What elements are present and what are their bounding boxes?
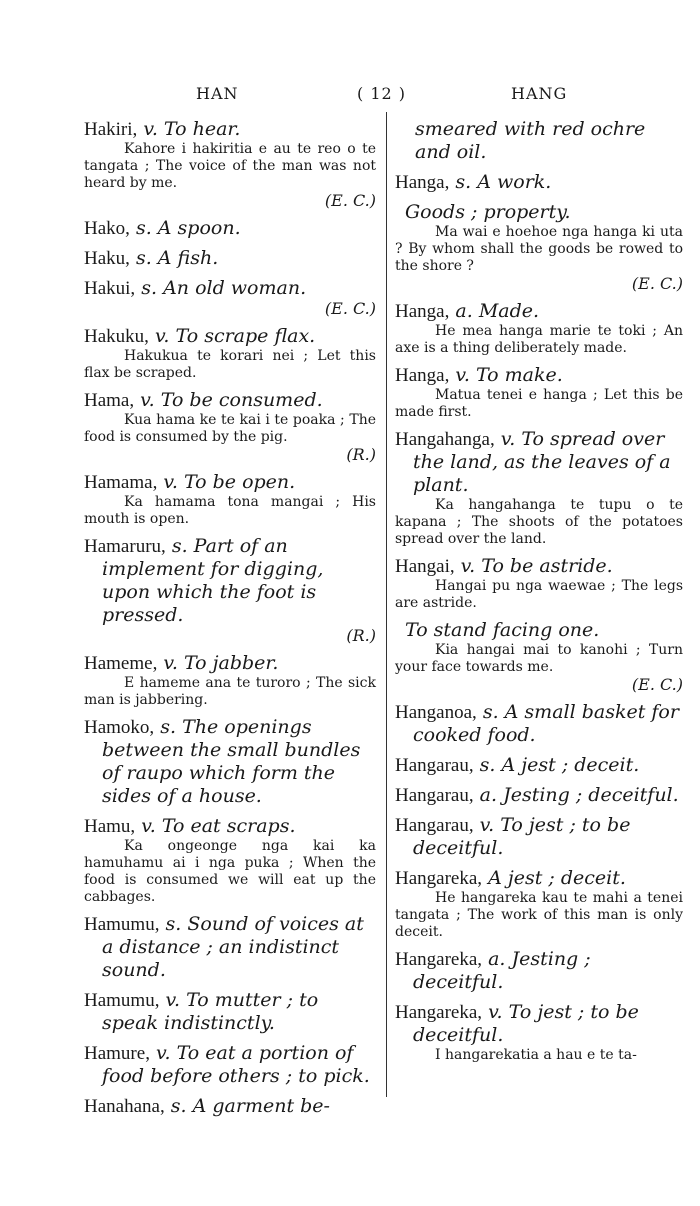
example-text: Ka hamama tona mangai ; His mouth is open. [84, 494, 376, 527]
headword-line [84, 118, 376, 141]
definition: To eat a portion of food before others ; to pick. [102, 1042, 370, 1087]
headword: Hamaruru, [84, 536, 166, 557]
part-of-speech: s. [455, 171, 472, 193]
headword: Hangarau, [395, 755, 474, 776]
example-text: Kahore i hakiritia e au te reo o te tangata ; The voice of the man was not heard by me. [84, 141, 376, 191]
part-of-speech: s. [171, 535, 188, 557]
headword: Hamoko, [84, 717, 155, 738]
definition: A spoon. [157, 217, 241, 239]
part-of-speech: s. [135, 217, 152, 239]
headword: Hangarau, [395, 785, 474, 806]
part-of-speech: v. [141, 815, 156, 837]
headword-line [84, 652, 376, 675]
definition: To be open. [183, 471, 296, 493]
headword-line [395, 428, 683, 497]
example-text: E hameme ana te turoro ; The sick man is jabbering. [84, 675, 376, 708]
headword: Hakui, [84, 278, 136, 299]
definition: To hear. [163, 118, 241, 140]
dictionary-entry [395, 201, 683, 293]
dictionary-entry [84, 716, 376, 808]
part-of-speech: s. [479, 754, 496, 776]
part-of-speech: v. [500, 428, 516, 450]
dictionary-entry [84, 247, 376, 270]
dictionary-entry [84, 118, 376, 210]
dictionary-entry [84, 652, 376, 709]
headword-line [84, 1042, 376, 1088]
dictionary-entry [395, 171, 683, 194]
right-column [395, 118, 683, 1071]
dictionary-entry [84, 989, 376, 1035]
headword: Hangareka, [395, 1002, 483, 1023]
dictionary-entry [395, 784, 683, 807]
definition: A jest ; deceit. [488, 867, 626, 889]
part-of-speech: a. [488, 948, 506, 970]
dictionary-entry [84, 325, 376, 382]
definition: A jest ; deceit. [501, 754, 640, 776]
headword-line [395, 364, 683, 387]
definition: To make. [475, 364, 563, 386]
headword-line [395, 867, 683, 890]
headword: Hangai, [395, 556, 455, 577]
headword-line [395, 555, 683, 578]
headword-line [395, 784, 683, 807]
headword-line [84, 1095, 376, 1118]
dictionary-entry [395, 619, 683, 694]
part-of-speech: v. [165, 989, 181, 1011]
headword: Hangahanga, [395, 429, 495, 450]
source-citation: (E. C.) [324, 191, 376, 210]
part-of-speech: s. [165, 913, 182, 935]
example-text: Hangai pu nga waewae ; The legs are astride. [395, 578, 683, 611]
headword-line [84, 716, 376, 808]
example-text: He hangareka kau te mahi a tenei tangata ; The work of this man is only deceit. [395, 890, 683, 940]
headword-line [395, 701, 683, 747]
definition: To jabber. [183, 652, 279, 674]
definition: An old woman. [163, 277, 307, 299]
definition: To scrape flax. [175, 325, 316, 347]
headword-line [84, 535, 376, 627]
headword-line [84, 913, 376, 982]
definition: To jest ; to be deceitful. [413, 814, 631, 859]
headword-line [84, 471, 376, 494]
headword-line [395, 171, 683, 194]
part-of-speech: v. [163, 471, 178, 493]
dictionary-entry [395, 948, 683, 994]
headword: Hanahana, [84, 1096, 165, 1117]
part-of-speech: s. [160, 716, 177, 738]
example-text: Hakukua te korari nei ; Let this flax be scraped. [84, 348, 376, 381]
part-of-speech: v. [488, 1001, 503, 1023]
headword: Hama, [84, 390, 135, 411]
headword: Haku, [84, 248, 130, 269]
source-citation: (E. C.) [631, 274, 683, 293]
left-column [84, 118, 376, 1125]
source-citation: (R.) [346, 445, 376, 464]
headword: Hakiri, [84, 119, 138, 140]
dictionary-entry [395, 814, 683, 860]
headword-line [395, 814, 683, 860]
headword: Hanganoa, [395, 702, 477, 723]
headword: Hameme, [84, 653, 158, 674]
example-text: Kia hangai mai to kanohi ; Turn your face towards me. [395, 642, 683, 675]
headword: Hamumu, [84, 914, 160, 935]
headword: Hangarau, [395, 815, 474, 836]
dictionary-entry [84, 815, 376, 906]
dictionary-entry [84, 1042, 376, 1088]
headword-line [395, 1001, 683, 1047]
part-of-speech: v. [154, 325, 170, 347]
definition: A fish. [157, 247, 219, 269]
additional-sense: To stand facing one. [405, 619, 600, 641]
definition: To jest ; to be deceitful. [413, 1001, 639, 1046]
part-of-speech: v. [460, 555, 476, 577]
headword: Hanga, [395, 301, 450, 322]
part-of-speech: v. [479, 814, 495, 836]
part-of-speech: s. [170, 1095, 187, 1117]
part-of-speech: v. [143, 118, 158, 140]
headword: Hamu, [84, 816, 136, 837]
part-of-speech: s. [141, 277, 158, 299]
dictionary-entry [395, 555, 683, 612]
definition: A work. [477, 171, 552, 193]
definition: Jesting ; deceitful. [503, 784, 679, 806]
definition: The openings between the small bundles of raupo which form the sides of a house. [102, 716, 361, 807]
header-left: HAN [196, 84, 239, 103]
headword: Hanga, [395, 172, 450, 193]
definition: To eat scraps. [161, 815, 296, 837]
dictionary-entry [395, 364, 683, 421]
dictionary-entry [395, 300, 683, 357]
headword-line [84, 277, 376, 300]
headword-line [84, 389, 376, 412]
example-text: Ma wai e hoehoe nga hanga ki uta ? By whom shall the goods be rowed to the shore ? [395, 224, 683, 274]
definition: A garment be- [192, 1095, 330, 1117]
part-of-speech: a. [479, 784, 498, 806]
continued-definition: smeared with red ochre and oil. [415, 118, 646, 163]
example-text: Ka ongeonge nga kai ka hamuhamu ai i nga puka ; When the food is consumed we will eat up the cabbages. [84, 838, 376, 905]
headword-line [84, 217, 376, 240]
definition: A small basket for cooked food. [413, 701, 679, 746]
page-number: ( 12 ) [357, 84, 407, 103]
headword: Hamure, [84, 1043, 150, 1064]
part-of-speech: s. [135, 247, 152, 269]
header-right: HANG [511, 84, 568, 103]
part-of-speech: v. [140, 389, 155, 411]
example-text: Kua hama ke te kai i te poaka ; The food is consumed by the pig. [84, 412, 376, 445]
example-text: I hangarekatia a hau e te ta- [435, 1047, 637, 1063]
source-citation: (E. C.) [324, 299, 376, 318]
column-divider [386, 112, 387, 1097]
part-of-speech: s. [482, 701, 499, 723]
dictionary-entry [395, 867, 683, 941]
dictionary-entry [84, 217, 376, 240]
definition: Jesting ; deceitful. [413, 948, 591, 993]
part-of-speech: v. [156, 1042, 171, 1064]
dictionary-entry [84, 535, 376, 645]
headword: Hanga, [395, 365, 450, 386]
definition: To be consumed. [160, 389, 323, 411]
definition: To be astride. [481, 555, 613, 577]
dictionary-entry [84, 1095, 376, 1118]
example-text: Matua tenei e hanga ; Let this be made first. [395, 387, 683, 420]
headword-line [84, 325, 376, 348]
headword-line [84, 815, 376, 838]
example-text: Ka hangahanga te tupu o te kapana ; The shoots of the potatoes spread over the land. [395, 497, 683, 547]
dictionary-entry [395, 428, 683, 548]
dictionary-entry [84, 471, 376, 528]
headword: Hamama, [84, 472, 158, 493]
definition: To mutter ; to speak indistinctly. [102, 989, 319, 1034]
definition: Made. [478, 300, 540, 322]
part-of-speech: v. [163, 652, 178, 674]
headword-line [395, 754, 683, 777]
dictionary-entry [395, 1001, 683, 1064]
source-citation: (R.) [346, 626, 376, 645]
dictionary-entry [84, 913, 376, 982]
headword-line [84, 989, 376, 1035]
headword: Hangareka, [395, 868, 483, 889]
headword: Hako, [84, 218, 130, 239]
definition: Part of an implement for digging, upon which the foot is pressed. [102, 535, 324, 626]
definition: To spread over the land, as the leaves of a plant. [413, 428, 671, 496]
headword: Hamumu, [84, 990, 160, 1011]
headword: Hakuku, [84, 326, 149, 347]
page-header [0, 84, 700, 108]
headword-line [395, 300, 683, 323]
source-citation: (E. C.) [631, 675, 683, 694]
headword-line [395, 948, 683, 994]
part-of-speech: v. [455, 364, 470, 386]
example-text: He mea hanga marie te toki ; An axe is a thing deliberately made. [395, 323, 683, 356]
dictionary-entry [395, 754, 683, 777]
dictionary-entry [84, 389, 376, 464]
dictionary-entry [395, 701, 683, 747]
part-of-speech: a. [455, 300, 473, 322]
dictionary-entry [84, 277, 376, 318]
headword-line [84, 247, 376, 270]
headword: Hangareka, [395, 949, 483, 970]
additional-sense: Goods ; property. [405, 201, 571, 223]
definition: Sound of voices at a distance ; an indistinct sound. [102, 913, 364, 981]
